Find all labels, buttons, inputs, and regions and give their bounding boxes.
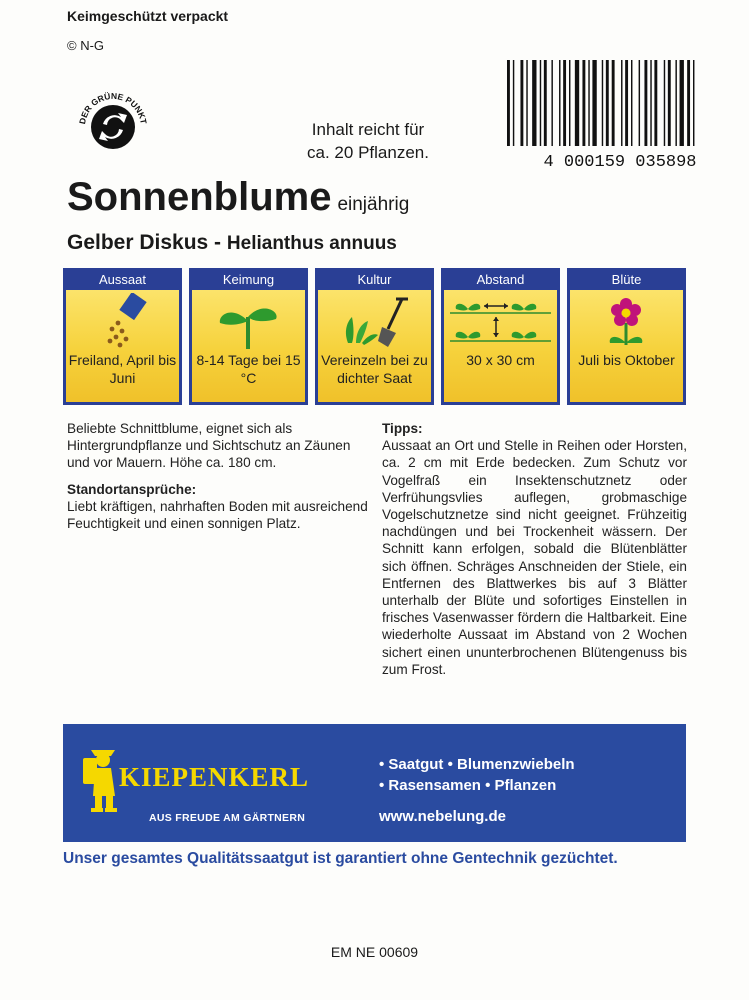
latin-name: Helianthus annuus bbox=[226, 233, 397, 254]
card-text: Vereinzeln bei zu dichter Saat bbox=[321, 352, 428, 386]
barcode-bar bbox=[532, 60, 536, 146]
card-text: 8-14 Tage bei 15 °C bbox=[196, 352, 301, 386]
barcode-bar bbox=[693, 60, 694, 146]
barcode-bar bbox=[544, 60, 547, 146]
product-title-line bbox=[67, 175, 409, 220]
copyright: © N-G bbox=[67, 38, 105, 53]
card-head: Abstand bbox=[444, 271, 557, 290]
barcode-bar bbox=[675, 60, 676, 146]
card-head: Kultur bbox=[318, 271, 431, 290]
website-link[interactable]: www.nebelung.de bbox=[379, 808, 506, 825]
description-left bbox=[67, 420, 370, 532]
product-range-line-1: • Saatgut • Blumenzwiebeln bbox=[379, 756, 575, 773]
barcode-bar bbox=[582, 60, 585, 146]
card-text: Juli bis Oktober bbox=[578, 352, 675, 368]
packaging-note: Keimgeschützt verpackt bbox=[67, 8, 229, 24]
barcode-bar bbox=[563, 60, 566, 146]
barcode-bar bbox=[540, 60, 541, 146]
tips-heading: Tipps: bbox=[382, 421, 423, 436]
intro-text: Beliebte Schnittblume, eignet sich als Hintergrundpflanze und Sichtschutz an Zäunen und vor Mauern. Höhe ca. 180 cm. bbox=[67, 421, 351, 471]
barcode-bar bbox=[621, 60, 622, 146]
barcode-bar bbox=[668, 60, 671, 146]
card-abstand bbox=[441, 268, 560, 405]
barcode-bar bbox=[631, 60, 632, 146]
barcode-bar bbox=[526, 60, 527, 146]
site-heading: Standortansprüche: bbox=[67, 481, 197, 497]
spacing-icon bbox=[444, 293, 557, 351]
product-code: EM NE 00609 bbox=[330, 944, 419, 960]
content-line-1: Inhalt reicht für bbox=[311, 120, 425, 139]
barcode-bar bbox=[602, 60, 603, 146]
site-text: Liebt kräftigen, nahrhaften Boden mit ausreichend Feuchtigkeit und einen sonnigen Platz. bbox=[67, 498, 368, 532]
product-range bbox=[379, 754, 575, 796]
variety-name: Gelber Diskus - bbox=[67, 231, 222, 254]
seedling-icon bbox=[192, 293, 305, 351]
gp-logo-text: DER GRÜNE PUNKT bbox=[77, 90, 149, 125]
seed-packet-icon bbox=[66, 293, 179, 351]
barcode-number: 4 000159 035898 bbox=[543, 153, 697, 170]
description-right bbox=[382, 420, 687, 678]
barcode-bar bbox=[569, 60, 570, 146]
product-range-line-2: • Rasensamen • Pflanzen bbox=[379, 777, 557, 794]
content-note bbox=[268, 118, 468, 164]
card-keimung bbox=[189, 268, 308, 405]
barcode-bar bbox=[520, 60, 523, 146]
brand-name: KIEPENKERL bbox=[119, 762, 310, 792]
card-head: Blüte bbox=[570, 271, 683, 290]
gmo-free-note: Unser gesamtes Qualitätssaatgut ist garantiert ohne Gentechnik gezüchtet. bbox=[63, 850, 618, 867]
barcode-bar bbox=[650, 60, 651, 146]
card-kultur bbox=[315, 268, 434, 405]
spade-icon bbox=[318, 293, 431, 351]
barcode-bar bbox=[644, 60, 647, 146]
barcode bbox=[505, 60, 735, 170]
barcode-bar bbox=[680, 60, 684, 146]
variety-line bbox=[67, 231, 397, 255]
barcode-bar bbox=[575, 60, 579, 146]
flower-icon bbox=[570, 293, 683, 351]
card-head: Keimung bbox=[192, 271, 305, 290]
barcode-bar bbox=[654, 60, 657, 146]
barcode-bar bbox=[592, 60, 596, 146]
barcode-bar bbox=[507, 60, 510, 146]
barcode-bar bbox=[551, 60, 552, 146]
barcode-bar bbox=[639, 60, 640, 146]
barcode-bar bbox=[612, 60, 615, 146]
card-aussaat bbox=[63, 268, 182, 405]
barcode-bar bbox=[588, 60, 589, 146]
barcode-bars bbox=[507, 60, 694, 146]
tips-text: Aussaat an Ort und Stelle in Reihen oder Horsten, ca. 2 cm mit Erde bedecken. Zum Schutz vor Vogelfraß ein Insektenschutznetz oder Verfrühungsvlies auflegen, grobmaschige Vogelschutznetze sind nicht geeignet. Frühzeitig nachdüngen und bei Trockenheit wässern. Der Schnitt kann erfolgen, sobald die Blütenblätter sich öffnen. Schräges Anschneiden der Stiele, ein Entfernen des Blattwerkes bis auf 3 Blätter unterhalb der Blüte und sofortiges Einstellen in frisches Vasenwasser fördern die Haltbarkeit. Eine wiederholte Aussaat im Abstand von 2 Wochen sichert einen ununterbrochenen Blütengenuss bis zum Frost. bbox=[382, 438, 687, 677]
barcode-bar bbox=[513, 60, 514, 146]
barcode-bar bbox=[625, 60, 628, 146]
card-head: Aussaat bbox=[66, 271, 179, 290]
card-bluete bbox=[567, 268, 686, 405]
card-text: 30 x 30 cm bbox=[466, 352, 535, 368]
brand-claim: AUS FREUDE AM GÄRTNERN bbox=[149, 812, 306, 824]
barcode-bar bbox=[606, 60, 609, 146]
content-line-2: ca. 20 Pflanzen. bbox=[307, 143, 429, 162]
green-dot-logo-icon bbox=[63, 77, 163, 177]
barcode-bar bbox=[687, 60, 690, 146]
card-text: Freiland, April bis Juni bbox=[68, 352, 177, 386]
product-type: einjährig bbox=[337, 194, 410, 215]
brand-banner bbox=[63, 724, 686, 842]
barcode-bar bbox=[559, 60, 560, 146]
barcode-bar bbox=[664, 60, 665, 146]
product-name: Sonnenblume bbox=[67, 175, 332, 219]
growing-info-cards bbox=[63, 268, 686, 405]
